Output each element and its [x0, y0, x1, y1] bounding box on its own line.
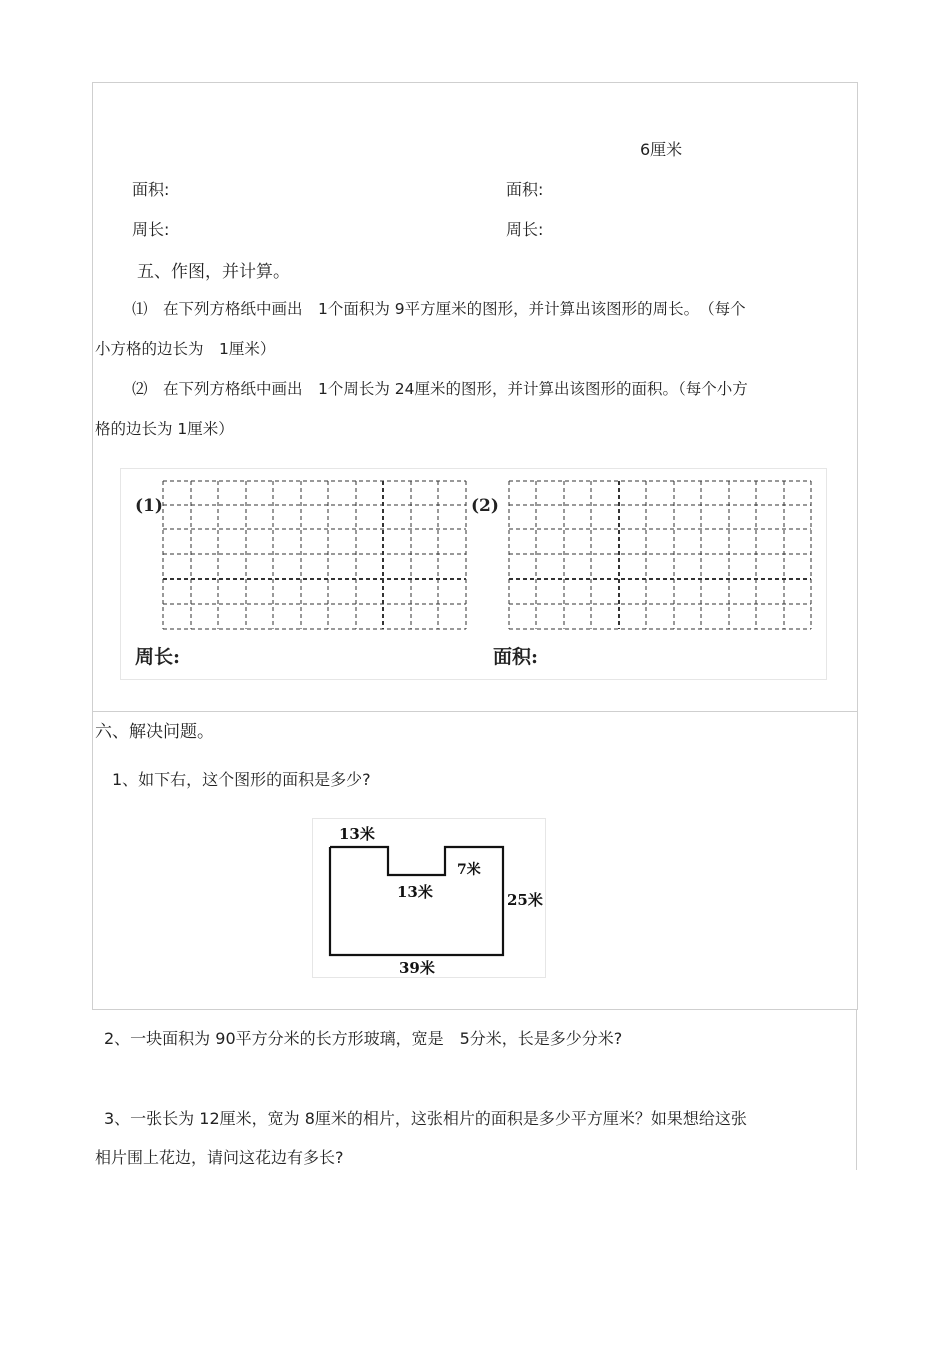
section5-q2-line2: 格的边长为 1厘米）: [95, 420, 234, 438]
label-right-side: 25米: [507, 891, 543, 909]
perimeter-label-right: 周长:: [506, 220, 544, 239]
grid-label-2: (2): [471, 496, 499, 516]
section6-title: 六、解决问题。: [95, 722, 214, 742]
label-notch-bottom: 13米: [397, 883, 433, 901]
area-label-left: 面积:: [132, 180, 170, 199]
section5-title: 五、作图，并计算。: [137, 262, 290, 282]
figure-panel: [312, 818, 546, 978]
shape-figure: [313, 819, 545, 977]
label-bottom: 39米: [399, 959, 435, 977]
right-edge-line: [856, 1010, 857, 1170]
dimension-label: 6厘米: [640, 140, 683, 159]
problem-1-text: 1、如下右，这个图形的面积是多少?: [112, 770, 371, 789]
problem-3-line1: 3、一张长为 12厘米，宽为 8厘米的相片，这张相片的面积是多少平方厘米？如果想给这张: [104, 1109, 747, 1128]
perimeter-label-left: 周长:: [132, 220, 170, 239]
perimeter-answer-label: 周长:: [135, 646, 181, 668]
grid-2[interactable]: [509, 481, 811, 629]
label-right-step: 7米: [457, 862, 481, 878]
grid-1[interactable]: [163, 481, 466, 629]
section5-q1-line1: ⑴ 在下列方格纸中画出 1个面积为 9平方厘米的图形，并计算出该图形的周长。 （每个: [132, 300, 746, 318]
area-answer-label: 面积:: [493, 646, 539, 668]
label-top-left: 13米: [339, 825, 375, 843]
grid-drawing: [121, 469, 826, 679]
section5-q2-line1: ⑵ 在下列方格纸中画出 1个周长为 24厘米的图形，并计算出该图形的面积。（每个小方: [132, 380, 748, 398]
grid-label-1: (1): [135, 496, 163, 516]
grid-panel: [120, 468, 827, 680]
problem-3-line2: 相片围上花边，请问这花边有多长?: [95, 1148, 344, 1167]
section5-q1-line2: 小方格的边长为 1厘米）: [95, 340, 276, 358]
area-label-right: 面积:: [506, 180, 544, 199]
problem-2-text: 2、一块面积为 90平方分米的长方形玻璃，宽是 5分米，长是多少分米?: [104, 1029, 623, 1048]
